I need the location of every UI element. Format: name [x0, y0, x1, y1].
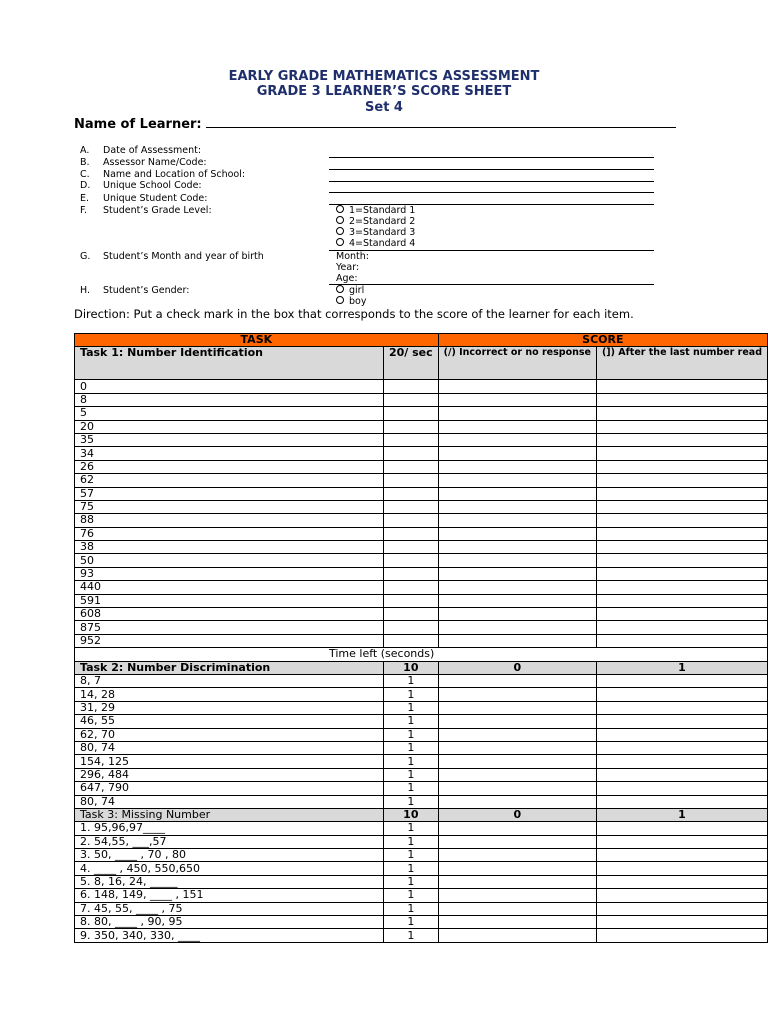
item-question: 31, 29 [75, 701, 384, 714]
item-question: 647, 790 [75, 782, 384, 795]
table-row [75, 715, 768, 728]
item-value: 0 [75, 380, 384, 393]
after-checkbox[interactable] [596, 460, 767, 473]
sec-cell [383, 527, 438, 540]
task1-title: Task 1: Number Identification [75, 347, 384, 380]
item-points: 1 [383, 875, 438, 888]
item-points: 1 [383, 902, 438, 915]
table-row [75, 407, 768, 420]
table-row [75, 527, 768, 540]
incorrect-checkbox[interactable] [438, 567, 596, 580]
item-points: 1 [383, 755, 438, 768]
radio-icon [336, 205, 344, 213]
incorrect-checkbox[interactable] [438, 420, 596, 433]
task1-header-row [75, 347, 768, 380]
table-row [75, 875, 768, 888]
sec-cell [383, 500, 438, 513]
header-score: SCORE [438, 334, 767, 347]
task2-score-0: 0 [438, 661, 596, 674]
item-question: 46, 55 [75, 715, 384, 728]
score-1-checkbox[interactable] [596, 688, 767, 701]
table-row [75, 728, 768, 741]
item-value: 20 [75, 420, 384, 433]
item-question: 154, 125 [75, 755, 384, 768]
score-table [74, 333, 768, 943]
gender-option-girl[interactable]: girl [336, 285, 364, 296]
incorrect-checkbox[interactable] [438, 474, 596, 487]
score-1-checkbox[interactable] [596, 782, 767, 795]
item-points: 1 [383, 795, 438, 808]
incorrect-checkbox[interactable] [438, 621, 596, 634]
item-points: 1 [383, 835, 438, 848]
item-points: 1 [383, 741, 438, 754]
grade-option-2[interactable]: 2=Standard 2 [336, 216, 415, 227]
item-value: 591 [75, 594, 384, 607]
item-question: 80, 74 [75, 741, 384, 754]
incorrect-checkbox[interactable] [438, 594, 596, 607]
table-row [75, 755, 768, 768]
item-value: 35 [75, 433, 384, 446]
after-checkbox[interactable] [596, 380, 767, 393]
item-value: 93 [75, 567, 384, 580]
score-0-checkbox[interactable] [438, 768, 596, 781]
sec-cell [383, 594, 438, 607]
table-row [75, 487, 768, 500]
after-checkbox[interactable] [596, 527, 767, 540]
score-1-checkbox[interactable] [596, 701, 767, 714]
item-points: 1 [383, 688, 438, 701]
after-checkbox[interactable] [596, 634, 767, 647]
table-row [75, 822, 768, 835]
table-row [75, 634, 768, 647]
item-value: 62 [75, 474, 384, 487]
score-1-checkbox[interactable] [596, 875, 767, 888]
sec-cell [383, 567, 438, 580]
score-0-checkbox[interactable] [438, 849, 596, 862]
score-0-checkbox[interactable] [438, 822, 596, 835]
item-question: 3. 50, ____ , 70 , 80 [75, 849, 384, 862]
item-question: 8, 7 [75, 674, 384, 687]
incorrect-checkbox[interactable] [438, 447, 596, 460]
table-row [75, 621, 768, 634]
sec-cell [383, 380, 438, 393]
sec-cell [383, 581, 438, 594]
score-0-checkbox[interactable] [438, 929, 596, 942]
after-checkbox[interactable] [596, 407, 767, 420]
incorrect-checkbox[interactable] [438, 487, 596, 500]
score-0-checkbox[interactable] [438, 795, 596, 808]
sec-cell [383, 420, 438, 433]
score-1-checkbox[interactable] [596, 916, 767, 929]
after-checkbox[interactable] [596, 393, 767, 406]
age-field[interactable]: Age: [336, 273, 358, 284]
item-points: 1 [383, 728, 438, 741]
table-row [75, 608, 768, 621]
title-score-sheet: GRADE 3 LEARNER’S SCORE SHEET [256, 84, 512, 99]
table-row [75, 701, 768, 714]
table-row [75, 594, 768, 607]
item-value: 75 [75, 500, 384, 513]
incorrect-checkbox[interactable] [438, 541, 596, 554]
school-field[interactable] [329, 181, 654, 182]
birth-month-field[interactable]: Month: [336, 251, 369, 262]
sec-cell [383, 474, 438, 487]
table-row [75, 500, 768, 513]
table-row [75, 835, 768, 848]
sec-cell [383, 487, 438, 500]
item-points: 1 [383, 849, 438, 862]
learner-name-row [74, 115, 676, 132]
score-1-checkbox[interactable] [596, 728, 767, 741]
sec-cell [383, 433, 438, 446]
radio-icon [336, 216, 344, 224]
score-1-checkbox[interactable] [596, 795, 767, 808]
item-value: 57 [75, 487, 384, 500]
task1-col-incorrect: (/) Incorrect or no response [438, 347, 596, 380]
sec-cell [383, 608, 438, 621]
score-1-checkbox[interactable] [596, 822, 767, 835]
score-0-checkbox[interactable] [438, 715, 596, 728]
score-1-checkbox[interactable] [596, 889, 767, 902]
grade-option-3[interactable]: 3=Standard 3 [336, 227, 415, 238]
incorrect-checkbox[interactable] [438, 554, 596, 567]
title-set: Set 4 [365, 100, 403, 115]
task2-total: 10 [383, 661, 438, 674]
item-points: 1 [383, 929, 438, 942]
after-checkbox[interactable] [596, 541, 767, 554]
after-checkbox[interactable] [596, 581, 767, 594]
item-points: 1 [383, 916, 438, 929]
task3-header-row [75, 808, 768, 821]
incorrect-checkbox[interactable] [438, 460, 596, 473]
item-question: 80, 74 [75, 795, 384, 808]
table-row [75, 688, 768, 701]
item-question: 2. 54,55, ___,57 [75, 835, 384, 848]
item-value: 8 [75, 393, 384, 406]
radio-icon [336, 296, 344, 304]
score-1-checkbox[interactable] [596, 902, 767, 915]
task3-score-0: 0 [438, 808, 596, 821]
table-row [75, 380, 768, 393]
item-points: 1 [383, 782, 438, 795]
time-left-label: Time left (seconds) [75, 648, 768, 661]
sec-cell [383, 541, 438, 554]
after-checkbox[interactable] [596, 567, 767, 580]
item-points: 1 [383, 701, 438, 714]
radio-icon [336, 227, 344, 235]
table-row [75, 916, 768, 929]
table-row [75, 782, 768, 795]
item-points: 1 [383, 768, 438, 781]
table-row [75, 889, 768, 902]
item-question: 296, 484 [75, 768, 384, 781]
item-value: 440 [75, 581, 384, 594]
item-points: 1 [383, 715, 438, 728]
incorrect-checkbox[interactable] [438, 433, 596, 446]
item-points: 1 [383, 674, 438, 687]
score-1-checkbox[interactable] [596, 849, 767, 862]
item-value: 952 [75, 634, 384, 647]
score-1-checkbox[interactable] [596, 674, 767, 687]
gender-option-boy[interactable]: boy [336, 296, 366, 307]
item-question: 62, 70 [75, 728, 384, 741]
score-0-checkbox[interactable] [438, 862, 596, 875]
score-0-checkbox[interactable] [438, 835, 596, 848]
sec-cell [383, 621, 438, 634]
table-row [75, 768, 768, 781]
after-checkbox[interactable] [596, 500, 767, 513]
learner-name-label: Name of Learner: [74, 117, 202, 132]
direction-text: Direction: Put a check mark in the box that corresponds to the score of the learner for each item. [74, 307, 634, 321]
incorrect-checkbox[interactable] [438, 407, 596, 420]
incorrect-checkbox[interactable] [438, 608, 596, 621]
learner-name-field[interactable] [206, 115, 676, 128]
incorrect-checkbox[interactable] [438, 527, 596, 540]
score-0-checkbox[interactable] [438, 902, 596, 915]
score-0-checkbox[interactable] [438, 688, 596, 701]
date-field[interactable] [329, 157, 654, 158]
table-row [75, 460, 768, 473]
task3-score-1: 1 [596, 808, 767, 821]
after-checkbox[interactable] [596, 433, 767, 446]
item-question: 14, 28 [75, 688, 384, 701]
table-row [75, 474, 768, 487]
grade-option-4[interactable]: 4=Standard 4 [336, 238, 415, 249]
after-checkbox[interactable] [596, 474, 767, 487]
incorrect-checkbox[interactable] [438, 514, 596, 527]
header-task: TASK [75, 334, 439, 347]
item-question: 4. ____ , 450, 550,650 [75, 862, 384, 875]
time-left-row [75, 648, 768, 661]
item-value: 875 [75, 621, 384, 634]
table-row [75, 393, 768, 406]
sec-cell [383, 393, 438, 406]
score-0-checkbox[interactable] [438, 701, 596, 714]
task1-sec: 20/ sec [383, 347, 438, 380]
item-value: 76 [75, 527, 384, 540]
incorrect-checkbox[interactable] [438, 634, 596, 647]
score-0-checkbox[interactable] [438, 674, 596, 687]
sec-cell [383, 460, 438, 473]
item-value: 608 [75, 608, 384, 621]
after-checkbox[interactable] [596, 608, 767, 621]
after-checkbox[interactable] [596, 487, 767, 500]
item-question: 7. 45, 55, ____ , 75 [75, 902, 384, 915]
title-assessment: EARLY GRADE MATHEMATICS ASSESSMENT [228, 69, 540, 84]
item-value: 26 [75, 460, 384, 473]
task1-col-after: (]) After the last number read [596, 347, 767, 380]
birth-year-field[interactable]: Year: [336, 262, 360, 273]
task2-score-1: 1 [596, 661, 767, 674]
score-1-checkbox[interactable] [596, 715, 767, 728]
table-row [75, 447, 768, 460]
score-0-checkbox[interactable] [438, 728, 596, 741]
after-checkbox[interactable] [596, 621, 767, 634]
table-row [75, 741, 768, 754]
task3-title: Task 3: Missing Number [75, 808, 384, 821]
item-value: 50 [75, 554, 384, 567]
score-1-checkbox[interactable] [596, 862, 767, 875]
table-row [75, 433, 768, 446]
score-1-checkbox[interactable] [596, 768, 767, 781]
table-row [75, 795, 768, 808]
item-points: 1 [383, 862, 438, 875]
table-row [75, 581, 768, 594]
sec-cell [383, 514, 438, 527]
grade-option-1[interactable]: 1=Standard 1 [336, 205, 415, 216]
table-row [75, 420, 768, 433]
sec-cell [383, 447, 438, 460]
item-question: 9. 350, 340, 330, ____ [75, 929, 384, 942]
after-checkbox[interactable] [596, 447, 767, 460]
school-code-field[interactable] [329, 192, 654, 193]
assessor-field[interactable] [329, 169, 654, 170]
task2-header-row [75, 661, 768, 674]
item-value: 88 [75, 514, 384, 527]
score-0-checkbox[interactable] [438, 755, 596, 768]
sec-cell [383, 554, 438, 567]
score-1-checkbox[interactable] [596, 755, 767, 768]
table-row [75, 862, 768, 875]
score-0-checkbox[interactable] [438, 889, 596, 902]
score-0-checkbox[interactable] [438, 782, 596, 795]
table-row [75, 541, 768, 554]
table-header-row [75, 334, 768, 347]
item-points: 1 [383, 822, 438, 835]
item-question: 1. 95,96,97____ [75, 822, 384, 835]
radio-icon [336, 238, 344, 246]
table-row [75, 849, 768, 862]
item-question: 6. 148, 149, ____ , 151 [75, 889, 384, 902]
item-value: 38 [75, 541, 384, 554]
table-row [75, 929, 768, 942]
score-0-checkbox[interactable] [438, 875, 596, 888]
score-1-checkbox[interactable] [596, 741, 767, 754]
task3-total: 10 [383, 808, 438, 821]
incorrect-checkbox[interactable] [438, 380, 596, 393]
table-row [75, 514, 768, 527]
radio-icon [336, 285, 344, 293]
score-1-checkbox[interactable] [596, 929, 767, 942]
table-row [75, 567, 768, 580]
task2-title: Task 2: Number Discrimination [75, 661, 384, 674]
score-0-checkbox[interactable] [438, 916, 596, 929]
item-question: 8. 80, ____ , 90, 95 [75, 916, 384, 929]
birth-divider [329, 284, 654, 285]
sec-cell [383, 407, 438, 420]
incorrect-checkbox[interactable] [438, 500, 596, 513]
after-checkbox[interactable] [596, 554, 767, 567]
score-0-checkbox[interactable] [438, 741, 596, 754]
incorrect-checkbox[interactable] [438, 393, 596, 406]
table-row [75, 554, 768, 567]
item-value: 5 [75, 407, 384, 420]
table-row [75, 674, 768, 687]
sec-cell [383, 634, 438, 647]
table-row [75, 902, 768, 915]
after-checkbox[interactable] [596, 514, 767, 527]
after-checkbox[interactable] [596, 594, 767, 607]
score-1-checkbox[interactable] [596, 835, 767, 848]
grade-divider [329, 250, 654, 251]
after-checkbox[interactable] [596, 420, 767, 433]
item-value: 34 [75, 447, 384, 460]
item-points: 1 [383, 889, 438, 902]
item-question: 5. 8, 16, 24, _____ [75, 875, 384, 888]
incorrect-checkbox[interactable] [438, 581, 596, 594]
